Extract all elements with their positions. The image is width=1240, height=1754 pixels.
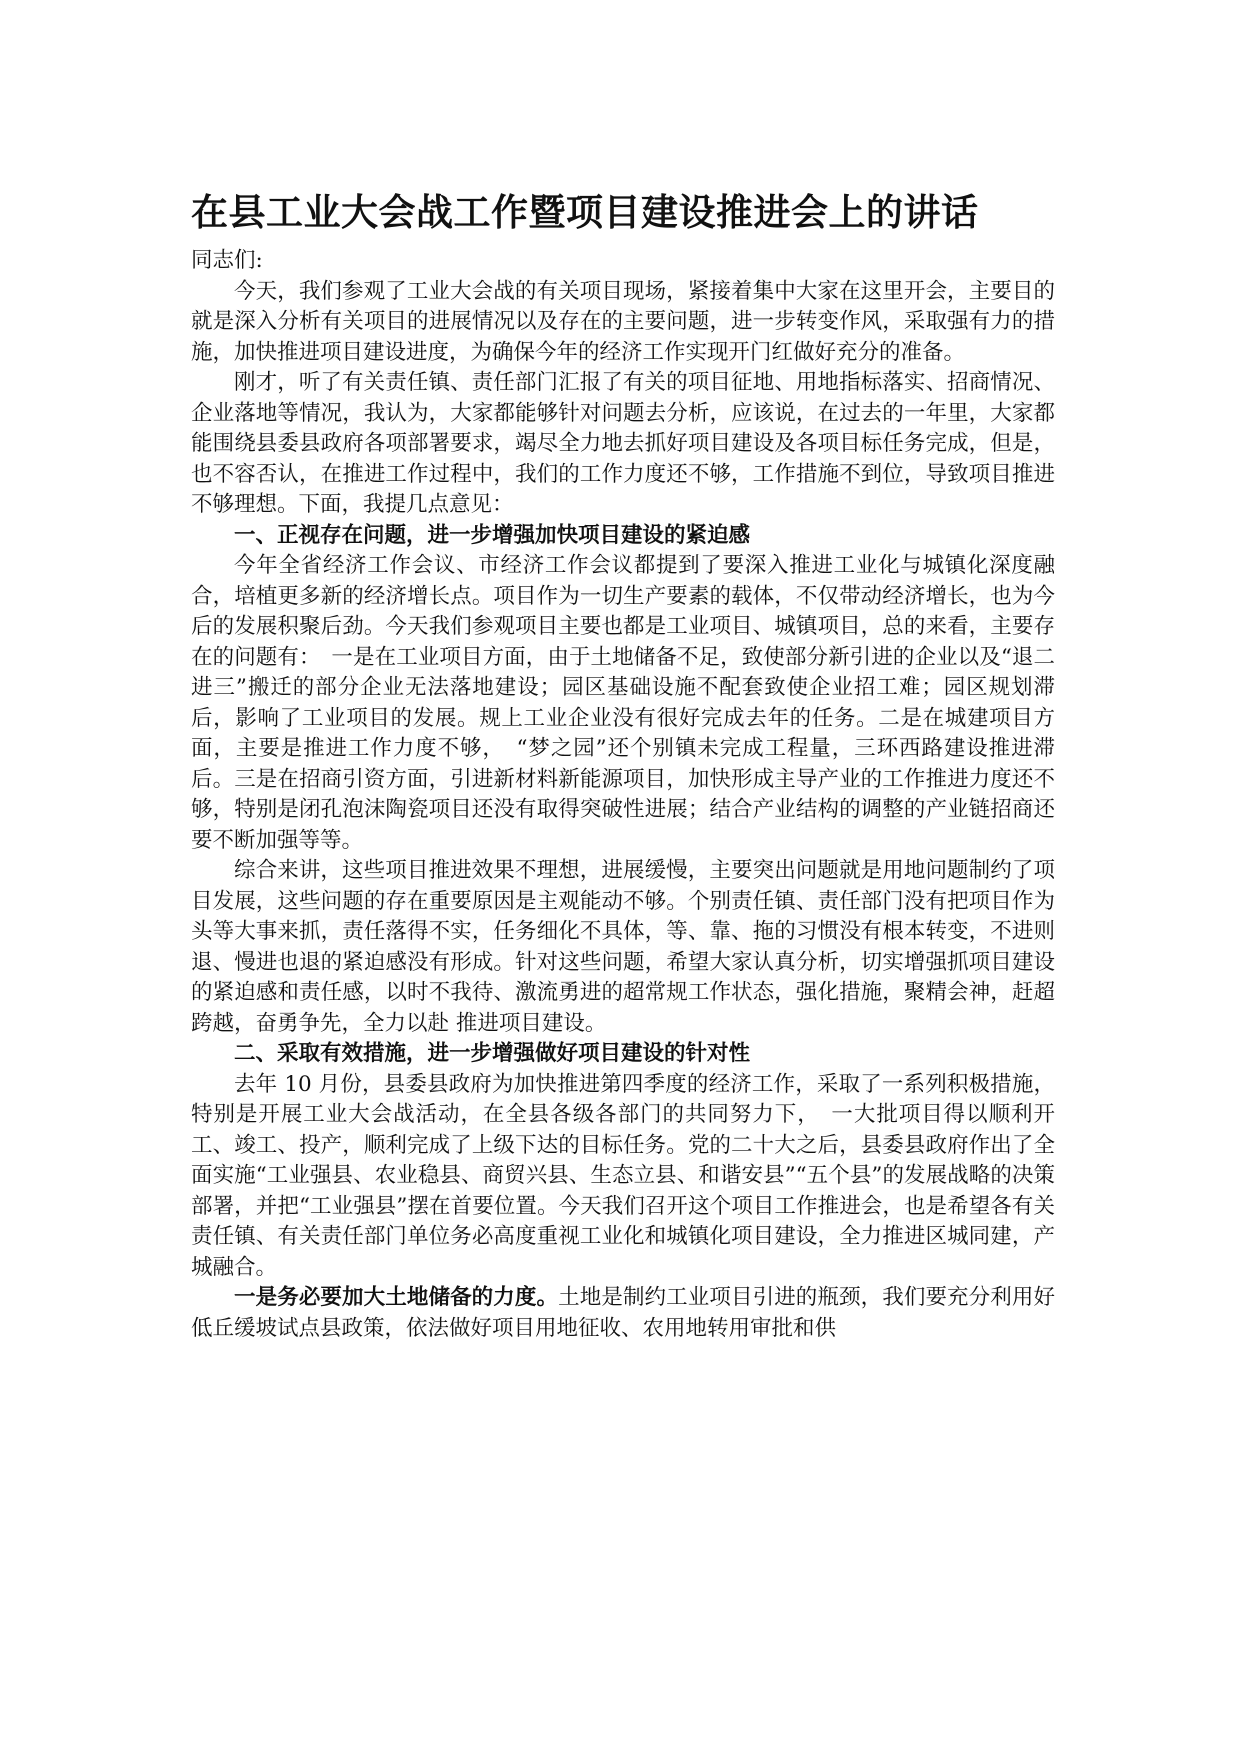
paragraph-6-lead: 一是务必要加大土地储备的力度。 [234, 1285, 559, 1310]
paragraph-1: 今天，我们参观了工业大会战的有关项目现场，紧接着集中大家在这里开会，主要目的就是深入分析有关项目的进展情况以及存在的主要问题，进一步转变作风，采取强有力的措施，加快推进项目建设进度，为确保今年的经济工作实现开门红做好充分的准备。 [191, 278, 1055, 365]
salutation: 同志们: [191, 248, 263, 273]
paragraph-6-text: 土地是制约工业项目引进的瓶颈，我们要充分利用好低丘缓坡试点县政策，依法做好项目用地征收、农用地转用审批和供 [191, 1285, 1055, 1341]
document-title: 在县工业大会战工作暨项目建设推进会上的讲话 [191, 191, 979, 234]
document-page [191, 190, 1055, 1344]
paragraph-2: 刚才，听了有关责任镇、责任部门汇报了有关的项目征地、用地指标落实、招商情况、企业落地等情况，我认为，大家都能够针对问题去分析，应该说，在过去的一年里，大家都能围绕县委县政府各项部署要求，竭尽全力地去抓好项目建设及各项目标任务完成，但是，也不容否认，在推进工作过程中，我们的工作力度还不够，工作措施不到位，导致项目推进不够理想。下面，我提几点意见： [191, 370, 1055, 517]
section-heading-1: 一、正视存在问题，进一步增强加快项目建设的紧迫感 [234, 522, 751, 548]
section-heading-2: 二、采取有效措施，进一步增强做好项目建设的针对性 [234, 1041, 751, 1066]
paragraph-3: 今年全省经济工作会议、市经济工作会议都提到了要深入推进工业化与城镇化深度融合，培植更多新的经济增长点。项目作为一切生产要素的载体，不仅带动经济增长，也为今后的发展积聚后劲。今天我们参观项目主要也都是工业项目、城镇项目，总的来看，主要存在的问题有： 一是在工业项目方面，由于土地储备不足，致使部分新引进的企业以及“退二进三”搬迁的部分企业无法落地建设；园区基础设施不配套致使企业招工难；园区规划滞后，影响了工业项目的发展。规上工业企业没有很好完成去年的任务。二是在城建项目方面，主要是推进工作力度不够， “梦之园”还个别镇未完成工程量，三环西路建设推进滞后。三是在招商引资方面，引进新材料新能源项目，加快形成主导产业的工作推进力度还不够，特别是闭孔泡沫陶瓷项目还没有取得突破性进展；结合产业结构的调整的产业链招商还要不断加强等等。 [191, 553, 1055, 853]
document-body [191, 246, 1055, 1344]
paragraph-4: 综合来讲，这些项目推进效果不理想，进展缓慢，主要突出问题就是用地问题制约了项目发展，这些问题的存在重要原因是主观能动不够。个别责任镇、责任部门没有把项目作为头等大事来抓，责任落得不实，任务细化不具体，等、靠、拖的习惯没有根本转变，不进则退、慢进也退的紧迫感没有形成。针对这些问题，希望大家认真分析，切实增强抓项目建设的紧迫感和责任感，以时不我待、激流勇进的超常规工作状态，强化措施，聚精会神，赶超跨越，奋勇争先，全力以赴 推进项目建设。 [191, 858, 1055, 1036]
paragraph-5: 去年 10 月份，县委县政府为加快推进第四季度的经济工作，采取了一系列积极措施，特别是开展工业大会战活动，在全县各级各部门的共同努力下， 一大批项目得以顺利开工、竣工、投产，顺利完成了上级下达的目标任务。党的二十大之后，县委县政府作出了全面实施“工业强县、农业稳县、商贸兴县、生态立县、和谐安县”“五个县”的发展战略的决策部署，并把“工业强县”摆在首要位置。今天我们召开这个项目工作推进会，也是希望各有关责任镇、有关责任部门单位务必高度重视工业化和城镇化项目建设，全力推进区城同建，产城融合。 [191, 1071, 1055, 1280]
paragraph-6 [191, 1283, 1055, 1344]
